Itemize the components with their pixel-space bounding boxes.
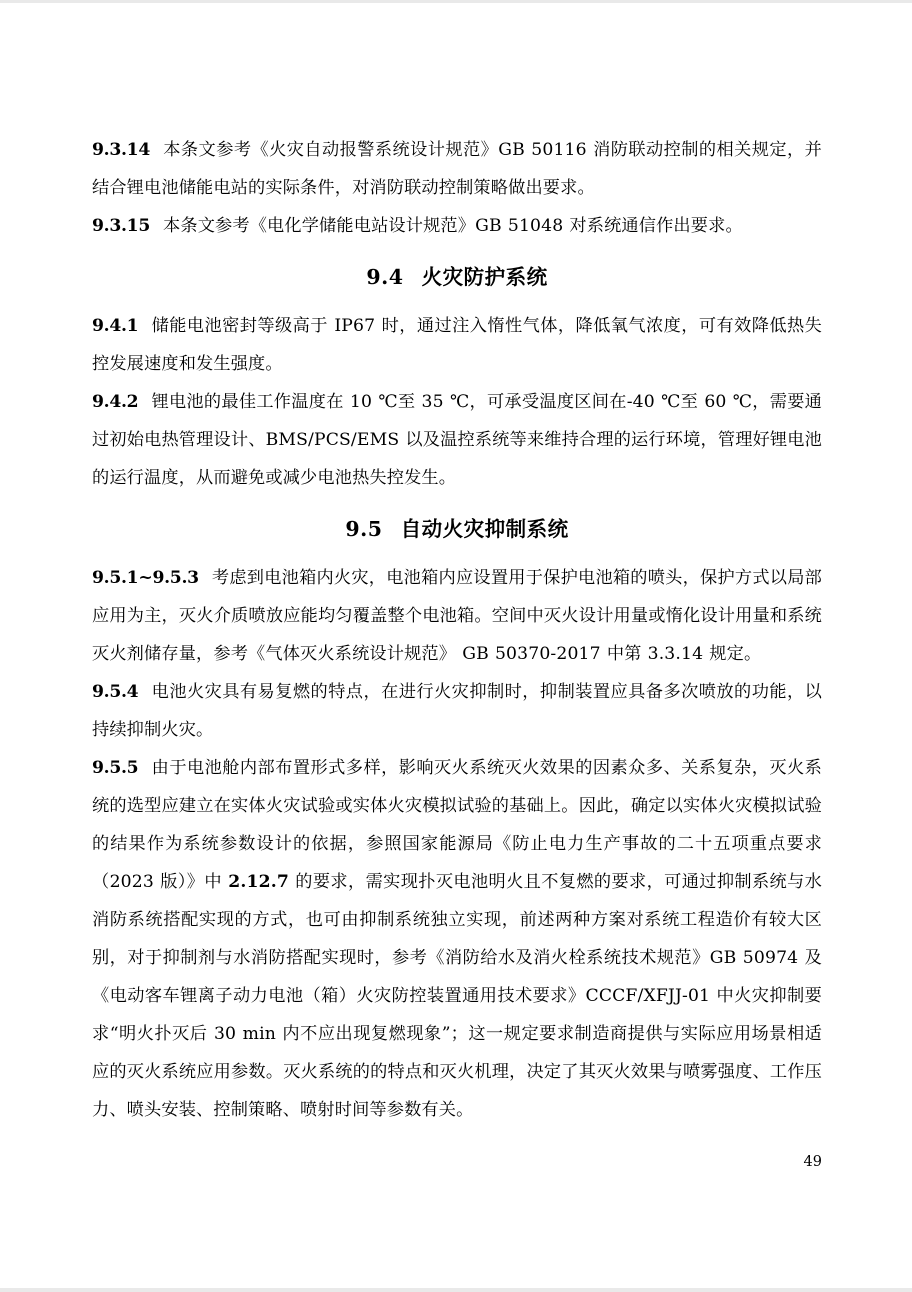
clause-number: 9.3.14 xyxy=(92,140,151,160)
section-number: 9.4 xyxy=(366,265,404,289)
clause-text: 考虑到电池箱内火灾，电池箱内应设置用于保护电池箱的喷头，保护方式以局部应用为主，灭火介质喷放应能均匀覆盖整个电池箱。空间中灭火设计用量或惰化设计用量和系统灭火剂储存量，参考《气体灭火系统设计规范》 GB 50370-2017 中第 3.3.14 规定。 xyxy=(92,568,822,664)
clause-number: 9.5.1~9.5.3 xyxy=(92,568,199,588)
clause-text-part-1: 由于电池舱内部布置形式多样，影响灭火系统灭火效果的因素众多、关系复杂，灭火系统的选型应建立在实体火灾试验或实体火灾模拟试验的基础上。因此，确定以实体火灾模拟试验的结果作为系统参数设计的依据，参照国家能源局《防止电力生产事故的二十五项重点要求（2023 版）》中 xyxy=(92,758,822,892)
clause-9-3-14 xyxy=(92,131,822,207)
page-content xyxy=(92,131,823,1170)
clause-text: 本条文参考《火灾自动报警系统设计规范》GB 50116 消防联动控制的相关规定，并结合锂电池储能电站的实际条件，对消防联动控制策略做出要求。 xyxy=(92,140,822,198)
clause-number: 9.4.2 xyxy=(92,392,139,412)
clause-number: 9.5.5 xyxy=(92,758,139,778)
clause-text: 本条文参考《电化学储能电站设计规范》GB 51048 对系统通信作出要求。 xyxy=(163,216,743,236)
clause-9-4-2 xyxy=(92,383,822,497)
clause-9-5-1-to-9-5-3 xyxy=(92,559,822,673)
clause-9-5-4 xyxy=(92,673,822,749)
page-number: 49 xyxy=(803,1154,822,1170)
section-title: 自动火灾抑制系统 xyxy=(400,517,569,541)
clause-text: 储能电池密封等级高于 IP67 时，通过注入惰性气体，降低氧气浓度，可有效降低热失控发展速度和发生强度。 xyxy=(92,316,822,374)
clause-9-4-1 xyxy=(92,307,822,383)
clause-text: 电池火灾具有易复燃的特点，在进行火灾抑制时，抑制装置应具备多次喷放的功能，以持续抑制火灾。 xyxy=(92,682,822,740)
clause-text: 锂电池的最佳工作温度在 10 ℃至 35 ℃，可承受温度区间在-40 ℃至 60 ℃，需要通过初始电热管理设计、BMS/PCS/EMS 以及温控系统等来维持合理的运行环境，管理好锂电池的运行温度，从而避免或减少电池热失控发生。 xyxy=(92,392,822,488)
clause-number: 9.5.4 xyxy=(92,682,139,702)
clause-9-3-15 xyxy=(92,207,822,245)
section-heading-9-5 xyxy=(92,509,822,549)
clause-number: 9.4.1 xyxy=(92,316,139,336)
clause-9-5-5 xyxy=(92,749,822,1129)
clause-bold-reference: 2.12.7 xyxy=(228,872,289,892)
section-number: 9.5 xyxy=(345,517,383,541)
clause-number: 9.3.15 xyxy=(92,216,151,236)
section-heading-9-4 xyxy=(92,257,822,297)
section-title: 火灾防护系统 xyxy=(421,265,548,289)
clause-text-part-2: 的要求，需实现扑灭电池明火且不复燃的要求，可通过抑制系统与水消防系统搭配实现的方式，也可由抑制系统独立实现，前述两种方案对系统工程造价有较大区别，对于抑制剂与水消防搭配实现时，参考《消防给水及消火栓系统技术规范》GB 50974 及《电动客车锂离子动力电池（箱）火灾防控装置通用技术要求》CCCF/XFJJ-01 中火灾抑制要求“明火扑灭后 30 min 内不应出现复燃现象”；这一规定要求制造商提供与实际应用场景相适应的灭火系统应用参数。灭火系统的的特点和灭火机理，决定了其灭火效果与喷雾强度、工作压力、喷头安装、控制策略、喷射时间等参数有关。 xyxy=(92,872,823,1120)
